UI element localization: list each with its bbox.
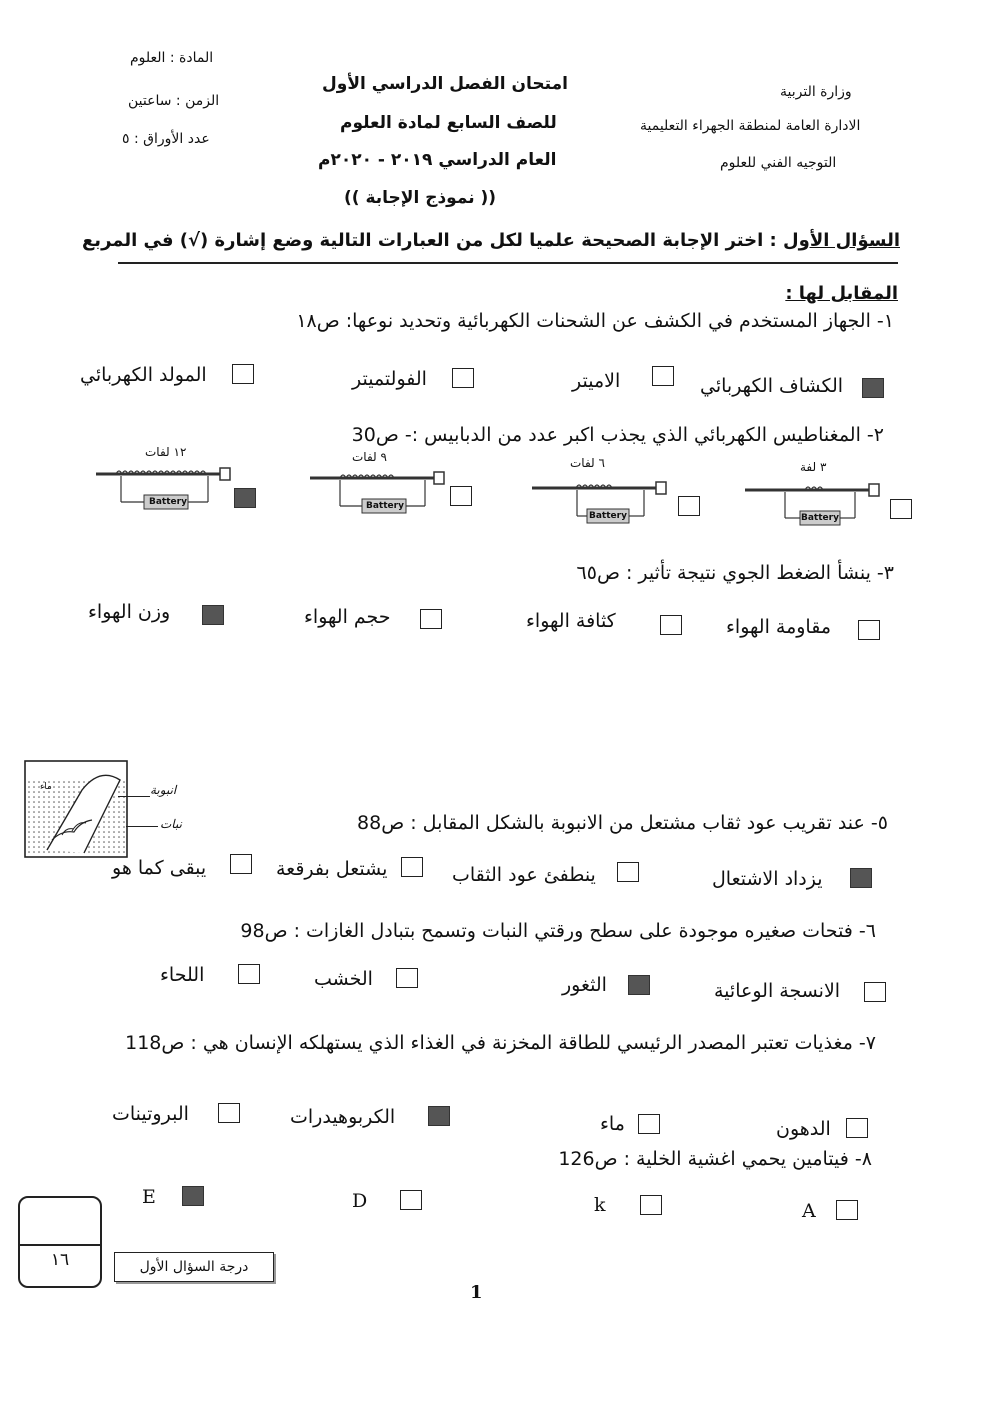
q1-option-1-checkbox[interactable]	[862, 378, 884, 398]
q7-option-4-checkbox[interactable]	[218, 1103, 240, 1123]
section-underline	[118, 262, 898, 264]
section-label: السؤال الأول	[783, 230, 900, 251]
grade-subject: للصف السابع لمادة العلوم	[340, 113, 557, 133]
question-5-text: ٥- عند تقريب عود ثقاب مشتعل من الانبوبة بالشكل المقابل : ص88	[357, 812, 888, 834]
q1-option-3-label: الفولتميتر	[352, 368, 427, 390]
q5-option-3-checkbox[interactable]	[401, 857, 423, 877]
q1-option-3-checkbox[interactable]	[452, 368, 474, 388]
q8-option-3-label: D	[352, 1190, 368, 1212]
q6-option-3-checkbox[interactable]	[396, 968, 418, 988]
q1-option-4-checkbox[interactable]	[232, 364, 254, 384]
q3-option-2-checkbox[interactable]	[660, 615, 682, 635]
q3-option-3-checkbox[interactable]	[420, 609, 442, 629]
question-1-text: ١- الجهاز المستخدم في الكشف عن الشحنات الكهربائية وتحديد نوعها: ص١٨	[296, 310, 894, 332]
subject-label: المادة : العلوم	[130, 50, 214, 66]
score-divider	[20, 1244, 100, 1246]
test-tube-figure	[22, 755, 132, 864]
q2-option-4-figure	[96, 462, 236, 516]
duration-label: الزمن : ساعتين	[128, 93, 220, 109]
q3-option-2-label: كثافة الهواء	[526, 610, 616, 632]
q8-option-2-checkbox[interactable]	[640, 1195, 662, 1215]
q2-option-1-label: ٣ لفة	[800, 460, 827, 474]
q8-option-4-checkbox[interactable]	[182, 1186, 204, 1206]
q3-option-4-label: وزن الهواء	[88, 601, 171, 623]
directorate-name: الادارة العامة لمنطقة الجهراء التعليمية	[640, 118, 861, 134]
question-2-text: ٢- المغناطيس الكهربائي الذي يجذب اكبر عدد من الدبابيس :- ص30	[351, 424, 884, 446]
water-label: ماء	[40, 782, 52, 792]
q2-option-2-label: ٦ لفات	[570, 456, 605, 470]
q7-option-3-checkbox[interactable]	[428, 1106, 450, 1126]
plant-label: نبات	[160, 817, 182, 831]
q2-option-3-figure	[310, 466, 450, 520]
q8-option-1-label: A	[802, 1200, 816, 1222]
section-instruction-cont: المقابل لها :	[785, 283, 898, 304]
ministry-name: وزارة التربية	[780, 84, 852, 100]
q5-option-2-label: ينطفئ عود الثقاب	[452, 864, 596, 886]
q2-option-2-battery: Battery	[589, 511, 627, 521]
q3-option-3-label: حجم الهواء	[304, 606, 391, 628]
q2-option-2-checkbox[interactable]	[678, 496, 700, 516]
q2-option-1-checkbox[interactable]	[890, 499, 912, 519]
department-name: التوجيه الفني للعلوم	[720, 155, 837, 171]
q2-option-2-figure	[532, 476, 672, 530]
academic-year: العام الدراسي ٢٠١٩ - ٢٠٢٠م	[318, 150, 557, 170]
tube-pointer	[118, 796, 150, 797]
question-8-text: ٨- فيتامين يحمي اغشية الخلية : ص126	[558, 1148, 872, 1170]
q2-option-4-checkbox[interactable]	[234, 488, 256, 508]
question-3-text: ٣- ينشأ الضغط الجوي نتيجة تأثير : ص٦٥	[576, 562, 894, 584]
q6-option-2-label: الثغور	[562, 974, 607, 996]
q8-option-4-label: E	[142, 1186, 156, 1208]
q7-option-4-label: البروتينات	[112, 1103, 189, 1125]
q6-option-1-checkbox[interactable]	[864, 982, 886, 1002]
answer-key-title: (( نموذج الإجابة ))	[344, 188, 497, 208]
q2-option-4-label: ١٢ لفات	[145, 445, 187, 459]
q5-option-1-label: يزداد الاشتعال	[712, 868, 823, 890]
beaker-with-plant-drawing	[22, 755, 132, 860]
q7-option-2-checkbox[interactable]	[638, 1114, 660, 1134]
q7-option-1-label: الدهون	[776, 1118, 831, 1140]
q2-option-3-checkbox[interactable]	[450, 486, 472, 506]
section-instruction	[82, 230, 900, 251]
q6-option-4-label: اللحاء	[160, 964, 205, 986]
q7-option-2-label: ماء	[600, 1113, 625, 1135]
tube-label: انبوبة	[150, 783, 177, 797]
q7-option-3-label: الكربوهيدرات	[290, 1106, 396, 1128]
q1-option-2-label: الاميتر	[572, 370, 621, 392]
q2-option-1-figure	[745, 478, 885, 532]
q8-option-2-label: k	[594, 1194, 606, 1216]
q5-option-2-checkbox[interactable]	[617, 862, 639, 882]
q3-option-1-checkbox[interactable]	[858, 620, 880, 640]
pages-count-label: عدد الأوراق : ٥	[122, 131, 210, 147]
q6-option-3-label: الخشب	[314, 968, 373, 990]
question-6-text: ٦- فتحات صغيره موجودة على سطح ورقتي النبات وتسمح بتبادل الغازات : ص98	[240, 920, 876, 942]
question-7-text: ٧- مغذيات تعتبر المصدر الرئيسي للطاقة المخزنة في الغذاء الذي يستهلكه الإنسان هي : ص118	[125, 1032, 876, 1054]
q6-option-1-label: الانسجة الوعائية	[714, 980, 841, 1002]
q3-option-4-checkbox[interactable]	[202, 605, 224, 625]
exam-title: امتحان الفصل الدراسي الأول	[322, 74, 568, 94]
q6-option-2-checkbox[interactable]	[628, 975, 650, 995]
q8-option-3-checkbox[interactable]	[400, 1190, 422, 1210]
score-value: ١٦	[50, 1250, 70, 1270]
q1-option-1-label: الكشاف الكهربائي	[700, 375, 844, 397]
q5-option-1-checkbox[interactable]	[850, 868, 872, 888]
q2-option-1-battery: Battery	[801, 513, 839, 523]
q2-option-4-battery: Battery	[149, 497, 187, 507]
section-instruction-text: : اختر الإجابة الصحيحة علميا لكل من العبارات التالية وضع إشارة (√) في المربع	[82, 230, 777, 251]
page-number: 1	[470, 1282, 483, 1303]
q3-option-1-label: مقاومة الهواء	[726, 616, 832, 638]
q2-option-3-battery: Battery	[366, 501, 404, 511]
score-label: درجة السؤال الأول	[114, 1252, 274, 1282]
q8-option-1-checkbox[interactable]	[836, 1200, 858, 1220]
q7-option-1-checkbox[interactable]	[846, 1118, 868, 1138]
q5-option-4-checkbox[interactable]	[230, 854, 252, 874]
q1-option-4-label: المولد الكهربائي	[80, 364, 207, 386]
score-box	[18, 1196, 102, 1288]
q5-option-4-label: يبقى كما هو	[112, 857, 207, 879]
q1-option-2-checkbox[interactable]	[652, 366, 674, 386]
plant-pointer	[126, 826, 158, 827]
q5-option-3-label: يشتعل بفرقعة	[276, 858, 388, 880]
q2-option-3-label: ٩ لفات	[352, 450, 387, 464]
q6-option-4-checkbox[interactable]	[238, 964, 260, 984]
